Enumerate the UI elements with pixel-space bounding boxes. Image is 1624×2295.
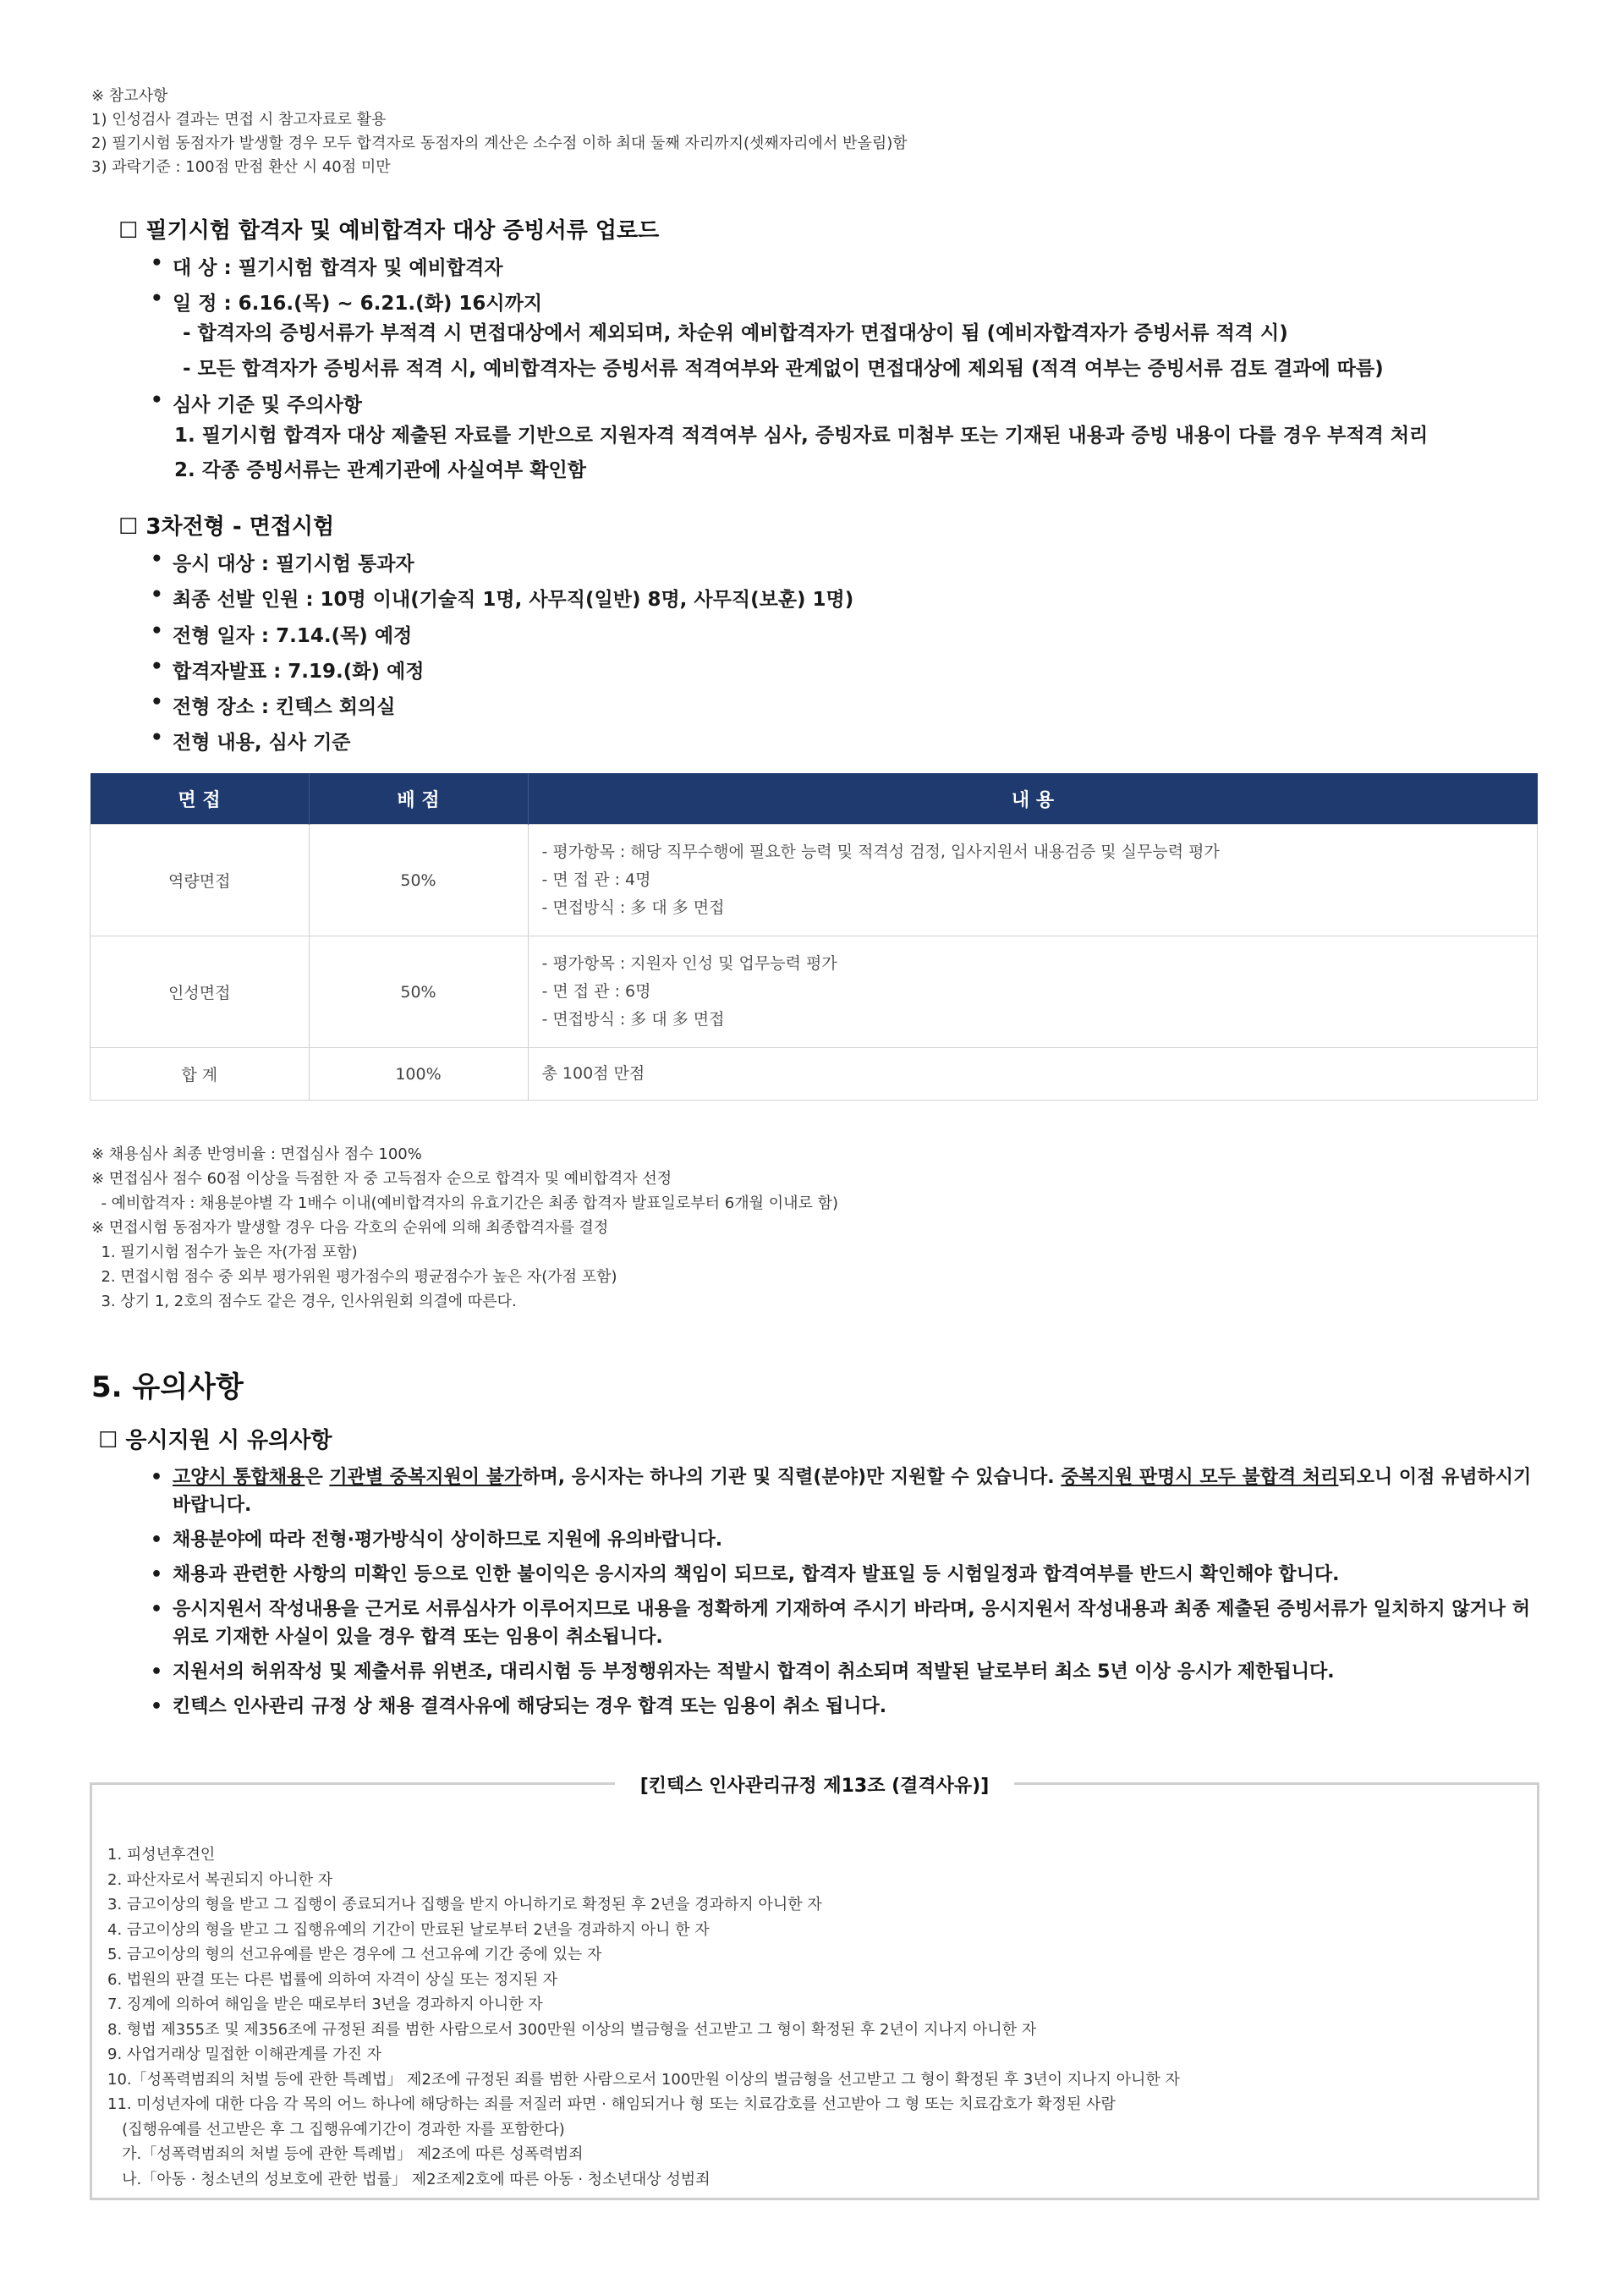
regulation-line: 나.「아동 · 청소년의 성보호에 관한 법률」 제2조제2호에 따른 아동 · 청소년대상 성범죄 [107,2170,710,2188]
upload-criteria-item: 1. 필기시험 합격자 대상 제출된 자료를 기반으로 지원자격 적격여부 심사, 증빙자료 미첨부 또는 기재된 내용과 증빙 내용이 다를 경우 부적격 처리 [174,425,1429,447]
interview-item: • 응시 대상 : 필기시험 통과자 [173,548,414,576]
note-line: 3) 과락기준 : 100점 만점 환산 시 40점 미만 [91,158,391,176]
regulation-line: 가.「성폭력범죄의 처벌 등에 관한 특례법」 제2조에 따른 성폭력범죄 [107,2145,584,2163]
row-score: 50% [309,936,528,1048]
regulation-title: [킨텍스 인사관리규정 제13조 (결격사유)] [615,1776,1015,1797]
section-title: 5. 유의사항 [91,1370,244,1404]
list-item [173,1463,1543,1519]
note-line: ※ 면접심사 점수 60점 이상을 득점한 자 중 고득점자 순으로 합격자 및 예비합격자 선정 [91,1170,672,1188]
table-row-total [91,1048,1538,1101]
selection-notes [91,1142,838,1314]
cautions-heading: ☐ 응시지원 시 유의사항 [98,1428,332,1453]
content-line: - 평가항목 : 지원자 인성 및 업무능력 평가 [541,954,837,973]
row-type: 역량면접 [91,825,310,936]
interview-item: • 최종 선발 인원 : 10명 이내(기술직 1명, 사무직(일반) 8명, 사무직(보훈) 1명) [173,584,853,612]
list-item: • 응시지원서 작성내용을 근거로 서류심사가 이루어지므로 내용을 정확하게 기재하여 주시기 바라며, 응시지원서 작성내용과 최종 제출된 증빙서류가 일치하지 않거나 허위로 기재한 사실이 있을 경우 합격 또는 임용이 취소됩니다. [173,1595,1543,1651]
note-line: ※ 채용심사 최종 반영비율 : 면접심사 점수 100% [91,1145,422,1163]
text-segment: 은 [304,1467,330,1488]
header-interview: 면 접 [91,773,310,825]
note-line: 2. 면접시험 점수 중 외부 평가위원 평가점수의 평균점수가 높은 자(가점 포함) [91,1268,617,1286]
table-header-row [91,773,1538,825]
note-line: 1) 인성검사 결과는 면접 시 참고자료로 활용 [91,111,387,129]
upload-heading: ☐ 필기시험 합격자 및 예비합격자 대상 증빙서류 업로드 [118,218,660,244]
upload-target: • 대 상 : 필기시험 합격자 및 예비합격자 [173,252,503,280]
row-type: 합 계 [91,1048,310,1101]
row-score: 100% [309,1048,528,1101]
regulation-line: 2. 파산자로서 복권되지 아니한 자 [107,1870,333,1889]
regulation-line: (집행유예를 선고받은 후 그 집행유예기간이 경과한 자를 포함한다) [107,2120,565,2139]
header-score: 배 점 [309,773,528,825]
content-line: 총 100점 만점 [541,1064,645,1083]
upload-criteria: • 심사 기준 및 주의사항 [173,389,362,417]
row-content [528,1048,1538,1101]
upload-criteria-item: 2. 각종 증빙서류는 관계기관에 사실여부 확인함 [174,459,586,481]
content-line: - 평가항목 : 해당 직무수행에 필요한 능력 및 적격성 검정, 입사지원서 내용검증 및 실무능력 평가 [541,843,1220,861]
list-item: • 킨텍스 인사관리 규정 상 채용 결격사유에 해당되는 경우 합격 또는 임용이 취소 됩니다. [173,1693,1543,1721]
regulation-line: 9. 사업거래상 밀접한 이해관계를 가진 자 [107,2045,381,2063]
list-item: • 지원서의 허위작성 및 제출서류 위변조, 대리시험 등 부정행위자는 적발시 합격이 취소되며 적발된 날로부터 최소 5년 이상 응시가 제한됩니다. [173,1658,1543,1686]
row-type: 인성면접 [91,936,310,1048]
row-content [528,825,1538,936]
note-line: 2) 필기시험 동점자가 발생할 경우 모두 합격자로 동점자의 계산은 소수점 이하 최대 둘째 자리까지(셋째자리에서 반올림)함 [91,135,908,152]
table-row [91,825,1538,936]
regulation-line: 1. 피성년후견인 [107,1846,216,1864]
regulation-line: 4. 금고이상의 형을 받고 그 집행유예의 기간이 만료된 날로부터 2년을 경과하지 아니 한 자 [107,1920,710,1939]
regulation-line: 3. 금고이상의 형을 받고 그 집행이 종료되거나 집행을 받지 아니하기로 확정된 후 2년을 경과하지 아니한 자 [107,1896,822,1913]
note-line: 1. 필기시험 점수가 높은 자(가점 포함) [91,1244,358,1261]
content-line: - 면 접 관 : 6명 [541,982,651,1001]
regulation-box [90,1776,1539,2200]
underlined-text: 기관별 중복지원이 불가 [329,1467,523,1488]
note-line: ※ 면접시험 동점자가 발생할 경우 다음 각호의 순위에 의해 최종합격자를 결정 [91,1219,609,1237]
upload-schedule: • 일 정 : 6.16.(목) ~ 6.21.(화) 16시까지 [173,288,542,316]
content-line: - 면접방식 : 多 대 多 면접 [541,898,725,917]
text-segment: 하며, 응시자는 하나의 기관 및 직렬(분야)만 지원할 수 있습니다. [522,1467,1062,1488]
text-segment: 되오니 이점 유념하시기 바랍니다. [173,1467,1532,1516]
header-content: 내 용 [528,773,1538,825]
content-line: - 면접방식 : 多 대 多 면접 [541,1010,725,1029]
underlined-text: 고양시 통합채용 [173,1467,305,1488]
regulation-list [107,1842,1180,2192]
reference-notes [91,85,908,179]
content-line: - 면 접 관 : 4명 [541,870,651,889]
regulation-line: 8. 형법 제355조 및 제356조에 규정된 죄를 범한 사람으로서 300만원 이상의 벌금형을 선고받고 그 형이 확정된 후 2년이 지나지 아니한 자 [107,2020,1037,2039]
row-score: 50% [309,825,528,936]
underlined-text: 중복지원 판명시 모두 불합격 처리 [1061,1467,1339,1488]
note-line: 3. 상기 1, 2호의 점수도 같은 경우, 인사위원회 의결에 따른다. [91,1293,517,1310]
regulation-line: 10.「성폭력범죄의 처벌 등에 관한 특례법」 제2조에 규정된 죄를 범한 사람으로서 100만원 이상의 벌금형을 선고받고 그 형이 확정된 후 3년이 지나지 아니한 자 [107,2070,1180,2089]
regulation-line: 7. 징계에 의하여 해임을 받은 때로부터 3년을 경과하지 아니한 자 [107,1996,543,2013]
cautions-list [173,1463,1543,1727]
note-line: ※ 참고사항 [91,87,168,105]
note-line: - 예비합격자 : 채용분야별 각 1배수 이내(예비합격자의 유효기간은 최종 합격자 발표일로부터 6개월 이내로 함) [91,1194,839,1212]
interview-item: • 전형 장소 : 킨텍스 회의실 [173,691,395,719]
interview-item: • 전형 일자 : 7.14.(목) 예정 [173,620,412,648]
interview-item: • 합격자발표 : 7.19.(화) 예정 [173,656,424,684]
regulation-line: 6. 법원의 판결 또는 다른 법률에 의하여 자격이 상실 또는 정지된 자 [107,1970,558,1989]
interview-heading: ☐ 3차전형 - 면접시험 [118,514,335,540]
regulation-title-wrap [92,1771,1537,1798]
upload-schedule-note: - 모든 합격자가 증빙서류 적격 시, 예비합격자는 증빙서류 적격여부와 관계없이 면접대상에 제외됨 (적격 여부는 증빙서류 검토 결과에 따름) [183,358,1384,380]
interview-item: • 전형 내용, 심사 기준 [173,727,351,755]
regulation-line: 11. 미성년자에 대한 다음 각 목의 어느 하나에 해당하는 죄를 저질러 파면 · 해임되거나 형 또는 치료감호를 선고받아 그 형 또는 치료감호가 확정된 사람 [107,2095,1116,2113]
list-item: • 채용과 관련한 사항의 미확인 등으로 인한 불이익은 응시자의 책임이 되므로, 합격자 발표일 등 시험일정과 합격여부를 반드시 확인해야 합니다. [173,1561,1543,1589]
list-item: • 채용분야에 따라 전형·평가방식이 상이하므로 지원에 유의바랍니다. [173,1526,1543,1554]
upload-schedule-note: - 합격자의 증빙서류가 부적격 시 면접대상에서 제외되며, 차순위 예비합격자가 면접대상이 됨 (예비자합격자가 증빙서류 적격 시) [183,322,1288,344]
interview-evaluation-table [90,773,1538,1101]
table-row [91,936,1538,1048]
regulation-line: 5. 금고이상의 형의 선고유예를 받은 경우에 그 선고유예 기간 중에 있는 자 [107,1946,602,1963]
row-content [528,936,1538,1048]
